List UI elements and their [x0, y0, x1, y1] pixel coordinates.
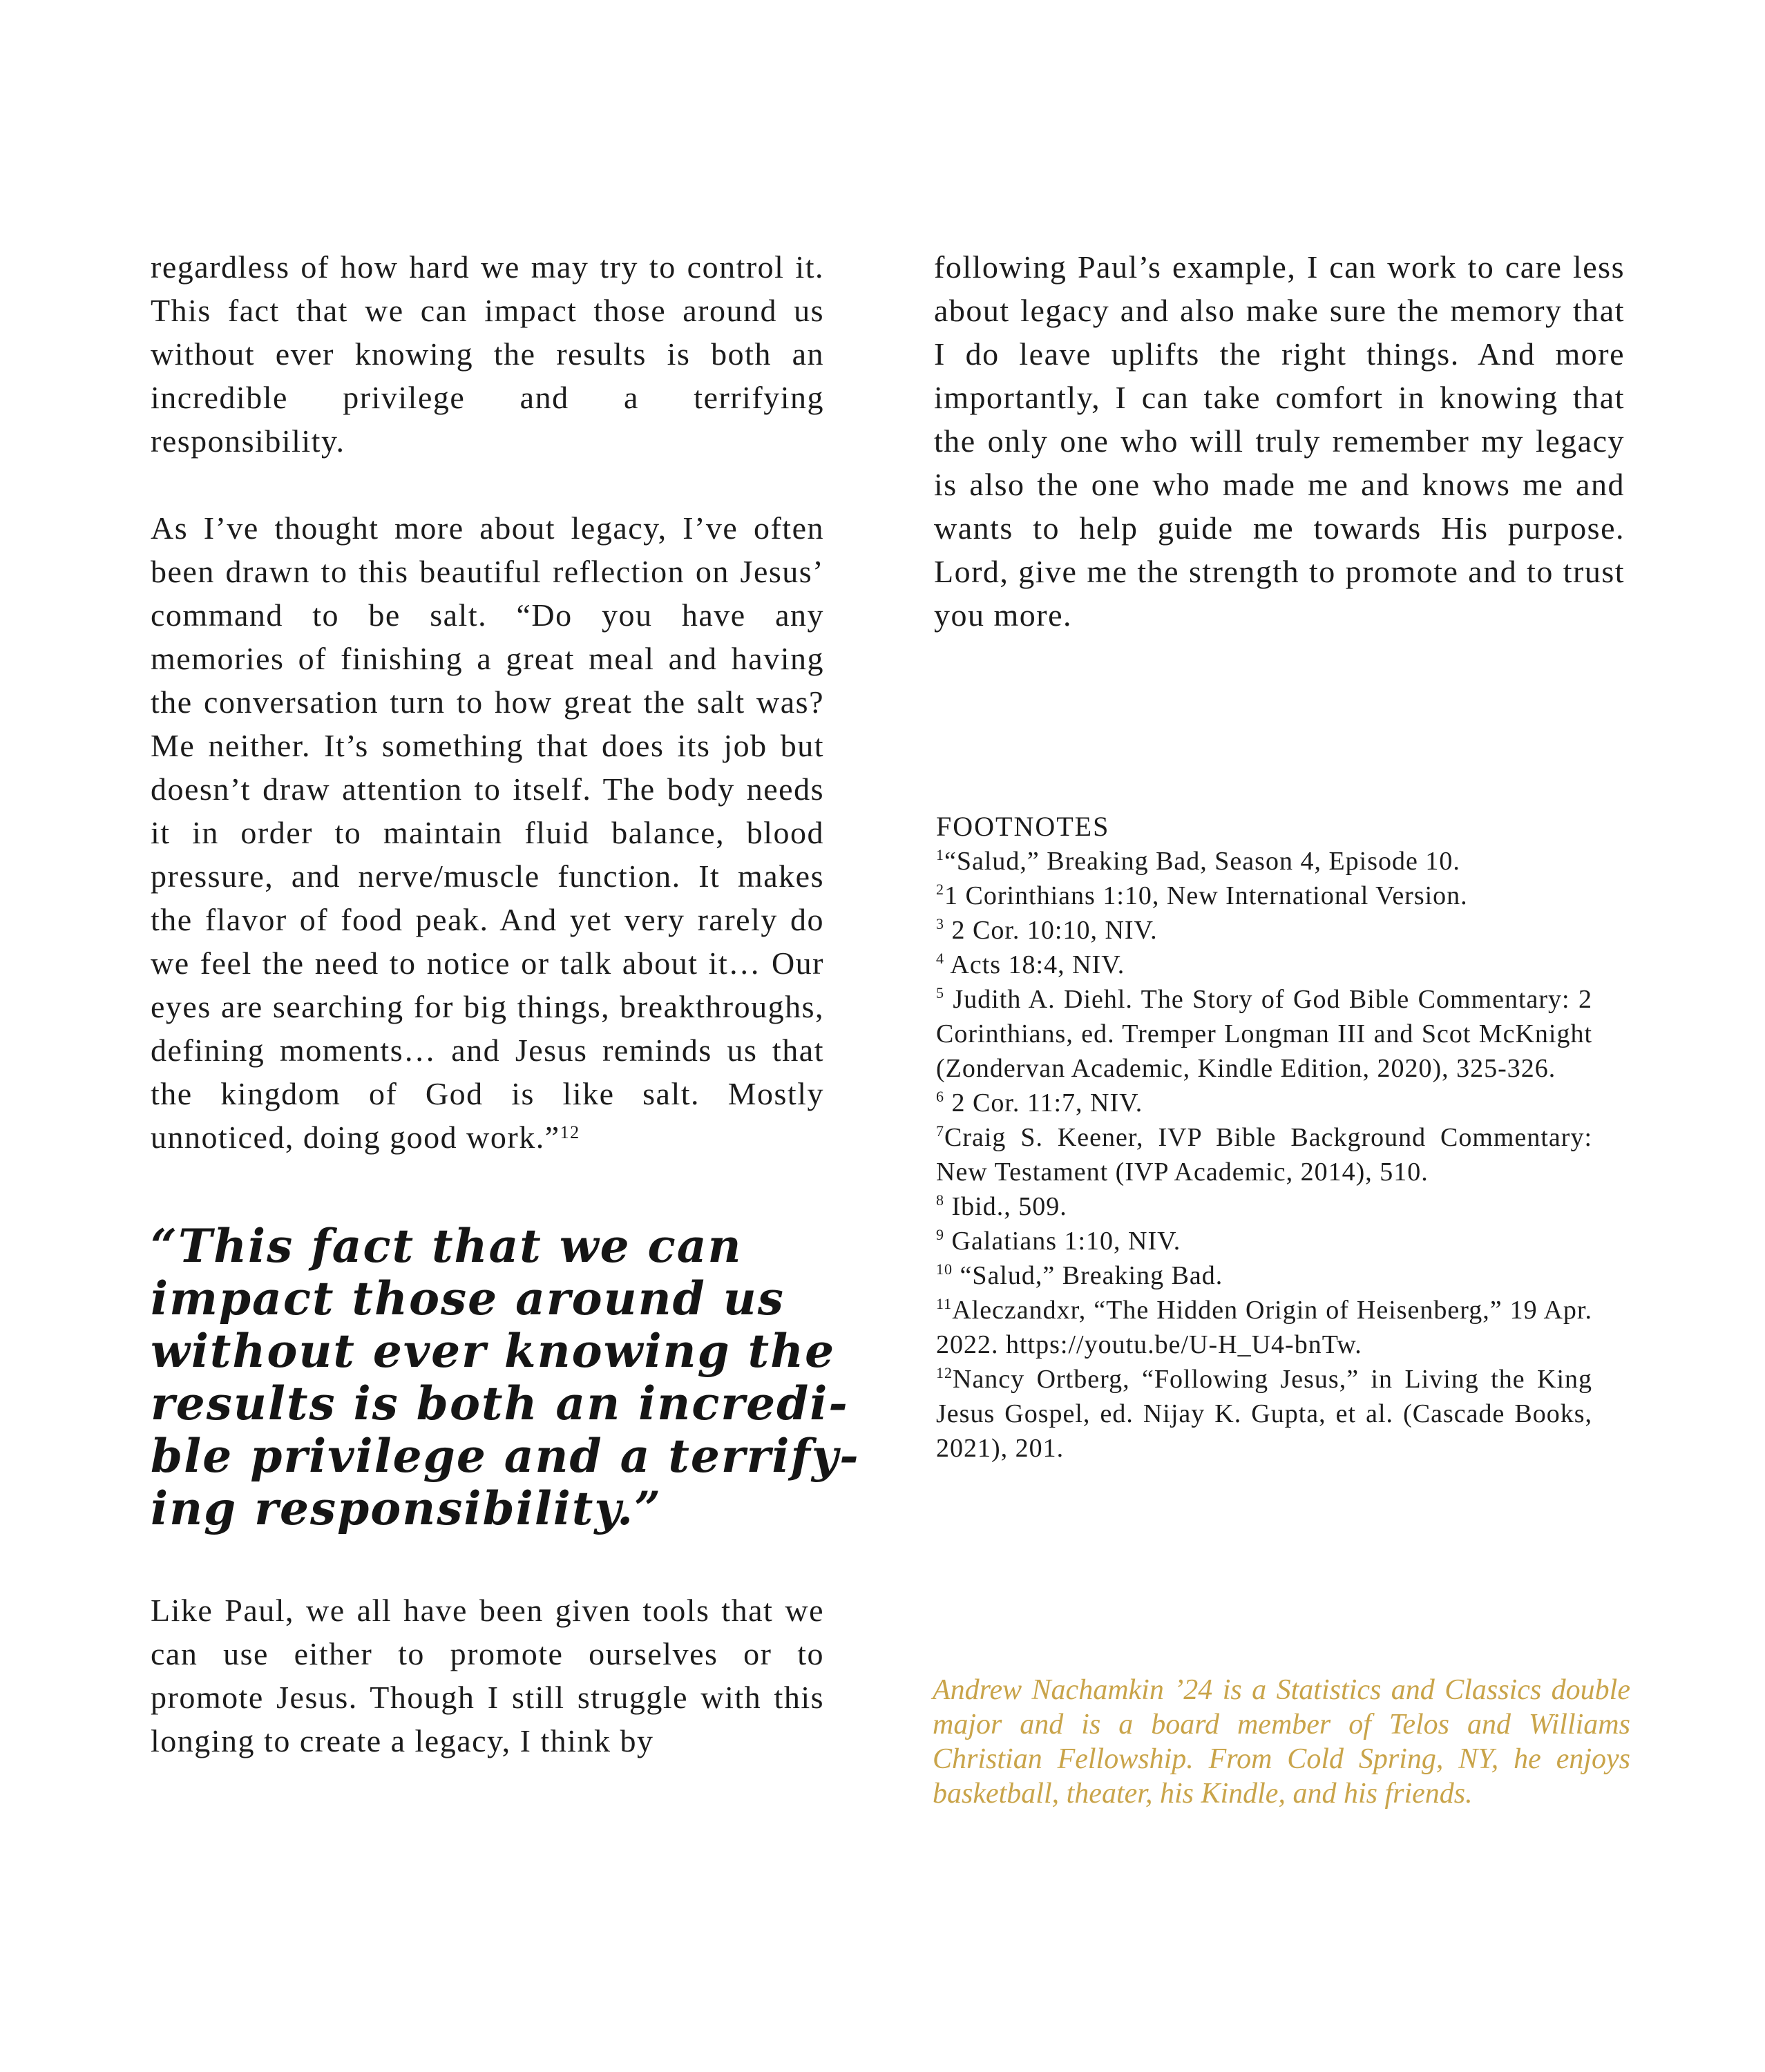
footnote-item: [936, 913, 1592, 948]
footnote-text: 2 Cor. 11:7, NIV.: [951, 1088, 1143, 1117]
footnote-item: [936, 982, 1592, 1086]
footnote-item: [936, 1224, 1592, 1258]
footnote-number: 4: [936, 950, 944, 967]
footnote-item: [936, 1120, 1592, 1189]
body-paragraph-4: following Paul’s example, I can work to care less about legacy and also make sure the memory that I do leave uplifts the right things. And more importantly, I can take comfort in knowing that the only one who will truly remember my legacy is also the one who made me and knows me and wants to help guide me towards His purpose. Lord, give me the strength to promote and to trust you more.: [934, 249, 1625, 633]
footnote-reference: 12: [560, 1122, 580, 1142]
footnote-text: Craig S. Keener, IVP Bible Background Commentary: New Testament (IVP Academic, 2014), 510.: [936, 1123, 1592, 1187]
left-column: [151, 245, 860, 1763]
footnote-text: 1 Corinthians 1:10, New International Version.: [944, 881, 1468, 910]
pull-quote: [151, 1219, 860, 1535]
author-bio: Andrew Nachamkin ’24 is a Statistics and Classics double major and is a board member of Telos and Williams Christian Fellowship. From Cold Spring, NY, he enjoys basketball, theater, his Kindle, and his friends.: [933, 1674, 1630, 1810]
footnote-text: “Salud,” Breaking Bad, Season 4, Episode 10.: [944, 847, 1460, 876]
footnote-number: 1: [936, 846, 944, 863]
footnote-text: Nancy Ortberg, “Following Jesus,” in Living the King Jesus Gospel, ed. Nijay K. Gupta, et al. (Cascade Books, 2021), 201.: [936, 1365, 1592, 1463]
footnote-item: [936, 1362, 1592, 1466]
footnote-number: 10: [936, 1260, 953, 1278]
pull-quote-line: results is both an incredi-: [151, 1376, 849, 1430]
pull-quote-line: “This fact that we can: [151, 1219, 743, 1273]
footnote-text: Aleczandxr, “The Hidden Origin of Heisenberg,” 19 Apr. 2022. https://youtu.be/U-H_U4-bnTw.: [936, 1296, 1592, 1359]
footnote-text: Galatians 1:10, NIV.: [951, 1227, 1181, 1256]
footnote-number: 2: [936, 881, 944, 898]
footnote-item: [936, 1189, 1592, 1224]
footnote-item: [936, 1293, 1592, 1362]
footnote-number: 11: [936, 1295, 953, 1312]
footnote-number: 5: [936, 984, 944, 1001]
pull-quote-line: impact those around us: [151, 1272, 785, 1325]
footnote-number: 3: [936, 915, 944, 932]
footnote-text: Acts 18:4, NIV.: [950, 950, 1125, 979]
footnotes-section: [936, 809, 1592, 1466]
footnote-text: “Salud,” Breaking Bad.: [960, 1261, 1223, 1290]
footnotes-heading: FOOTNOTES: [936, 811, 1110, 842]
footnote-number: 7: [936, 1122, 944, 1140]
salt-reflection-text: As I’ve thought more about legacy, I’ve often been drawn to this beautiful reflection on Jesus’ command to be salt. “Do you have any memories of finishing a great meal and having the conversation turn to how great the salt was? Me neither. It’s something that does its job but doesn’t draw attention to itself. The body needs it in order to maintain fluid balance, blood pressure, and nerve/muscle function. It makes the flavor of food peak. And yet very rarely do we feel the need to notice or talk about it… Our eyes are searching for big things, breakthroughs, defining moments… and Jesus reminds us that the kingdom of God is like salt. Mostly unnoticed, doing good work.”: [151, 510, 824, 1155]
right-column: [934, 245, 1625, 637]
footnote-item: [936, 1086, 1592, 1120]
footnote-number: 12: [936, 1364, 953, 1381]
footnote-item: [936, 948, 1592, 982]
body-paragraph-2: [151, 506, 824, 1159]
footnote-item: [936, 1258, 1592, 1293]
footnote-text: Ibid., 509.: [951, 1192, 1067, 1221]
footnote-text: Judith A. Diehl. The Story of God Bible Commentary: 2 Corinthians, ed. Tremper Longman III and Scot McKnight (Zondervan Academic, Kindle Edition, 2020), 325-326.: [936, 985, 1593, 1083]
body-paragraph-3: Like Paul, we all have been given tools that we can use either to promote ourselves or to promote Jesus. Though I still struggle with this longing to create a legacy, I think by: [151, 1593, 824, 1758]
footnote-item: [936, 879, 1592, 913]
body-paragraph-1: regardless of how hard we may try to control it. This fact that we can impact those around us without ever knowing the results is both an incredible privilege and a terrifying responsibility.: [151, 249, 824, 459]
footnote-item: [936, 844, 1592, 879]
footnote-number: 8: [936, 1191, 944, 1209]
footnote-number: 6: [936, 1088, 944, 1105]
pull-quote-line: without ever knowing the: [151, 1324, 836, 1378]
footnote-text: 2 Cor. 10:10, NIV.: [951, 916, 1158, 945]
pull-quote-line: ing responsibility.”: [151, 1481, 662, 1535]
footnote-number: 9: [936, 1226, 944, 1243]
pull-quote-line: ble privilege and a terrify-: [151, 1429, 860, 1483]
